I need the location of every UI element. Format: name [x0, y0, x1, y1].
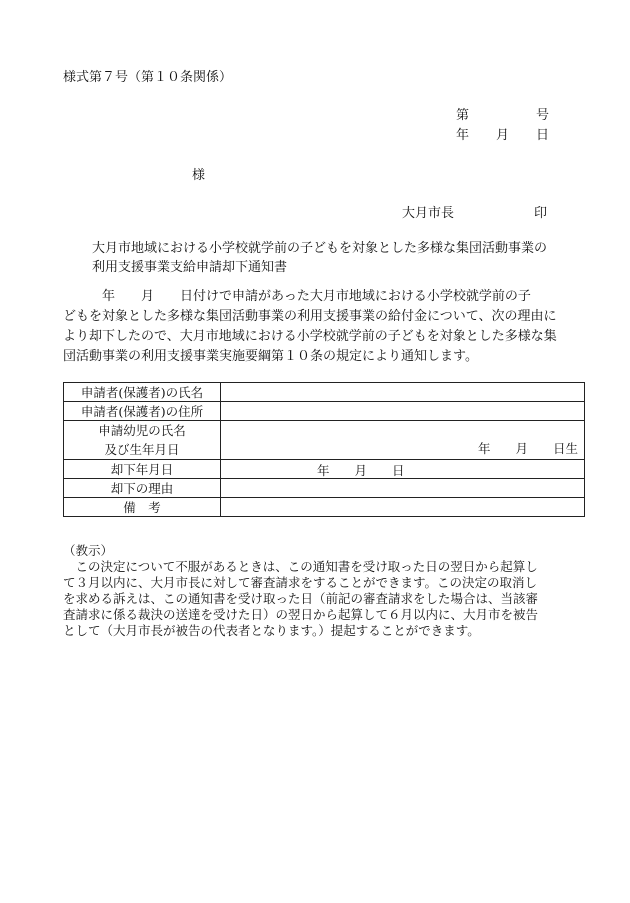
date-day: 日	[536, 128, 550, 143]
number-prefix: 第	[456, 108, 470, 123]
table-row	[64, 383, 585, 402]
notice-line: を求める訴えは、この通知書を受け取った日（前記の審査請求をした場合は、当該審	[63, 591, 539, 606]
child-name-label-line1: 申請幼児の氏名	[98, 423, 186, 438]
notice-line: この決定について不服があるときは、この通知書を受け取った日の翌日から起算し	[63, 559, 538, 574]
document-title-line2: 利用支援事業支給申請却下通知書	[92, 260, 288, 275]
body-line: 団活動事業の利用支援事業実施要綱第１０条の規定により通知します。	[63, 349, 478, 364]
body-line: どもを対象とした多様な集団活動事業の利用支援事業の給付金について、次の理由に	[63, 309, 557, 324]
notice-line: として（大月市長が被告の代表者となります。）提起することができます。	[63, 623, 480, 638]
applicant-address-label: 申請者(保護者)の住所	[64, 402, 221, 421]
remarks-label: 備 考	[64, 498, 221, 517]
document-title-line1: 大月市地域における小学校就学前の子どもを対象とした多様な集団活動事業の	[92, 241, 548, 256]
table-row	[64, 421, 585, 460]
body-line: より却下したので、大月市地域における小学校就学前の子どもを対象とした多様な集	[63, 329, 557, 344]
rejection-date-label: 却下年月日	[64, 460, 221, 479]
seal-mark: 印	[534, 206, 548, 221]
table-row	[64, 460, 585, 479]
table-row	[64, 402, 585, 421]
notification-body	[63, 287, 593, 367]
rejection-reason-label: 却下の理由	[64, 479, 221, 498]
body-line: 年 月 日付けで申請があった大月市地域における小学校就学前の子	[63, 289, 531, 304]
date-month: 月	[496, 128, 510, 143]
notice-line: 査請求に係る裁決の送達を受けた日）の翌日から起算して６月以内に、大月市を被告	[63, 607, 539, 622]
applicant-name-label: 申請者(保護者)の氏名	[64, 383, 221, 402]
number-suffix: 号	[536, 108, 550, 123]
notice-heading: （教示）	[63, 543, 114, 558]
table-row	[64, 479, 585, 498]
notice-line: て３月以内に、大月市長に対して審査請求をすることができます。この決定の取消し	[63, 575, 538, 590]
applicant-name-field	[221, 383, 585, 402]
date-year: 年	[456, 128, 470, 143]
issuer-name: 大月市長	[402, 206, 455, 221]
rejection-date-value: 年 月 日	[317, 463, 405, 478]
table-row	[64, 498, 585, 517]
rejection-date-field	[221, 460, 585, 479]
details-table	[63, 382, 585, 517]
addressee-suffix: 様	[192, 168, 206, 183]
rejection-reason-field	[221, 479, 585, 498]
form-label: 様式第７号（第１０条関係）	[63, 70, 233, 85]
applicant-address-field	[221, 402, 585, 421]
birth-date-suffix: 年 月 日生	[477, 441, 578, 456]
child-name-label-line2: 及び生年月日	[104, 442, 180, 457]
remarks-field	[221, 498, 585, 517]
appeal-notice	[63, 543, 588, 639]
child-name-label	[64, 421, 221, 460]
child-name-field	[221, 421, 585, 460]
